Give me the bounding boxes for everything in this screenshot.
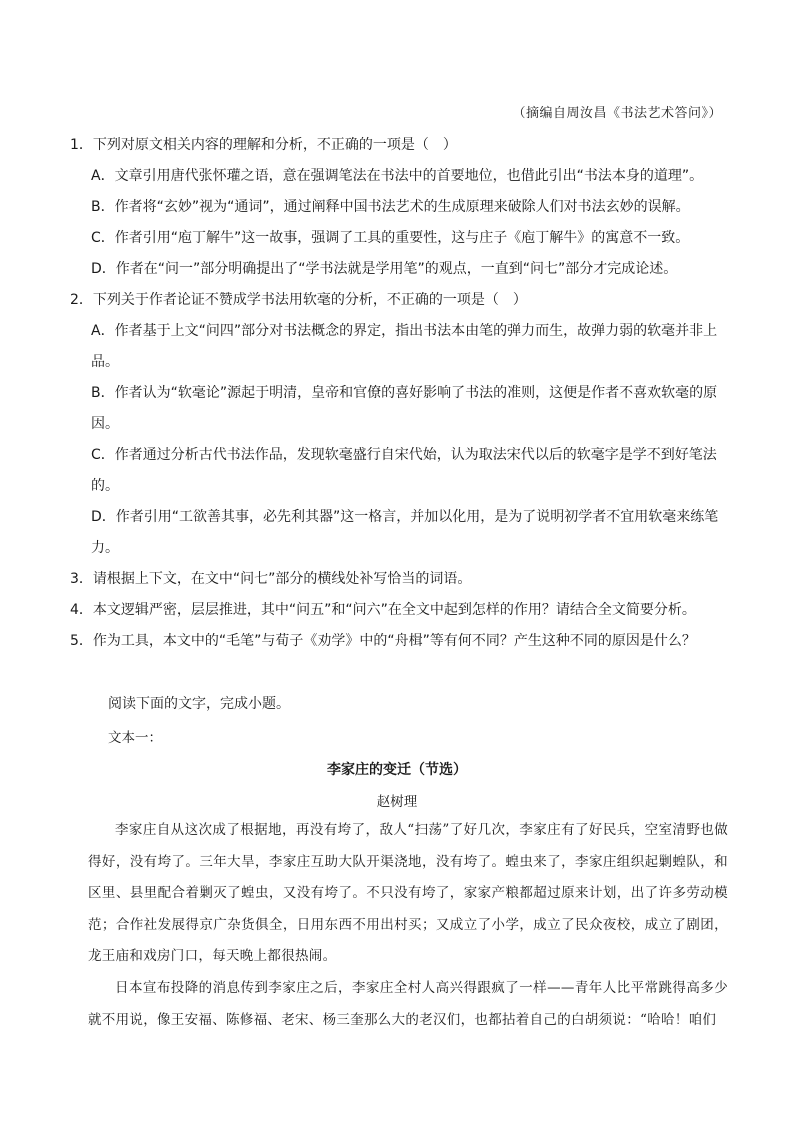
question-1-stem: 1．下列对原文相关内容的理解和分析，不正确的一项是（ ） — [70, 137, 457, 153]
passage-title: 李家庄的变迁（节选） — [327, 762, 467, 778]
question-2-option-c-cont: 的。 — [91, 478, 119, 494]
question-2-option-b: B．作者认为“软毫论”源起于明清，皇帝和官僚的喜好影响了书法的准则，这便是作者不喜欢软毫的原 — [91, 385, 718, 401]
question-4-stem: 4．本文逻辑严密，层层推进，其中“问五”和“问六”在全文中起到怎样的作用？请结合全文简要分析。 — [70, 602, 696, 618]
question-2-stem: 2．下列关于作者论证不赞成学书法用软毫的分析，不正确的一项是（ ） — [70, 292, 527, 308]
question-3-stem: 3．请根据上下文，在文中“问七”部分的横线处补写恰当的词语。 — [70, 571, 472, 587]
question-2-option-a-cont: 品。 — [91, 354, 119, 370]
question-1-option-a: A．文章引用唐代张怀瓘之语，意在强调笔法在书法中的首要地位，也借此引出“书法本身的道理”。 — [91, 168, 704, 184]
passage-paragraph-1: 李家庄自从这次成了根据地，再没有垮了，敌人“扫荡”了好几次，李家庄有了好民兵，空室清野也做得好，没有垮了。三年大旱，李家庄互助大队开渠浇地，没有垮了。蝗虫来了，李家庄组织起剿蝗队，和区里、县里配合着剿灭了蝗虫，又没有垮了。不只没有垮了，家家产粮都超过原来计划，出了许多劳动模范；合作社发展得京广杂货俱全，日用东西不用出村买；又成立了小学，成立了民众夜校，成立了剧团，龙王庙和戏房门口，每天晚上都很热闹。 — [88, 822, 728, 964]
passage-author: 赵树理 — [376, 794, 418, 810]
question-2-option-a: A．作者基于上文“问四”部分对书法概念的界定，指出书法本由笔的弹力而生，故弹力弱的软毫并非上 — [91, 323, 718, 339]
question-1-option-c: C．作者引用“庖丁解牛”这一故事，强调了工具的重要性，这与庄子《庖丁解牛》的寓意不一致。 — [91, 230, 690, 246]
question-2-option-b-cont: 因。 — [91, 416, 119, 432]
question-2-option-d: D．作者引用“工欲善其事，必先利其器”这一格言，并加以化用，是为了说明初学者不宜用软毫来练笔 — [91, 509, 719, 525]
text-label: 文本一： — [108, 730, 162, 746]
question-1-option-d: D．作者在“问一”部分明确提出了“学书法就是学用笔”的观点，一直到“问七”部分才完成论述。 — [91, 261, 678, 277]
question-2-option-d-cont: 力。 — [91, 540, 119, 556]
passage-paragraph-2: 日本宣布投降的消息传到李家庄之后，李家庄全村人高兴得跟疯了一样——青年人比平常跳得高多少就不用说，像王安福、陈修福、老宋、杨三奎那么大的老汉们，也都拈着自己的白胡须说：“哈哈！咱们 — [88, 980, 728, 1028]
source-citation: （摘编自周汝昌《书法艺术答问》） — [512, 106, 722, 121]
reading-instruction: 阅读下面的文字，完成小题。 — [108, 696, 290, 712]
question-2-option-c: C．作者通过分析古代书法作品，发现软毫盛行自宋代始，认为取法宋代以后的软毫字是学不到好笔法 — [91, 447, 717, 463]
question-5-stem: 5．作为工具，本文中的“毛笔”与荀子《劝学》中的“舟楫”等有何不同？产生这种不同的原因是什么？ — [70, 633, 696, 649]
question-1-option-b: B．作者将“玄妙”视为“通词”，通过阐释中国书法艺术的生成原理来破除人们对书法玄妙的误解。 — [91, 199, 690, 215]
